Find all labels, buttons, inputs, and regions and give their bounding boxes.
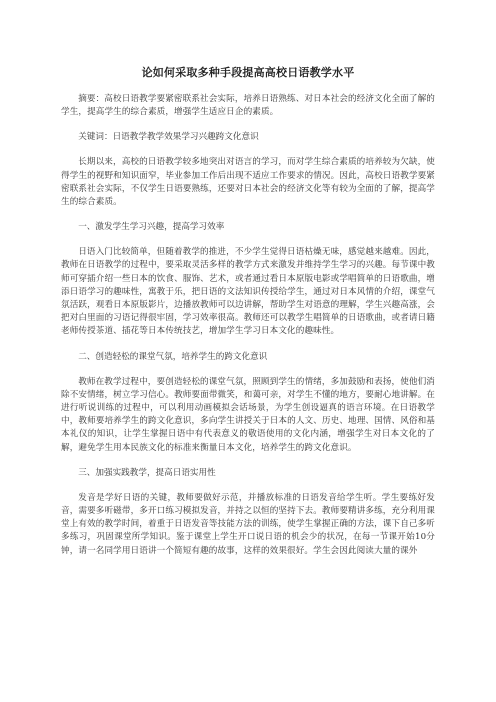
section-3-heading: 三、加强实践教学，提高日语实用性 (78, 467, 216, 478)
section-2-heading: 二、创造轻松的课堂气氛，培养学生的跨文化意识 (78, 351, 268, 362)
document-body (61, 66, 435, 558)
section-1-paragraph: 日语入门比较简单，但随着教学的推进，不少学生觉得日语枯燥无味，感觉越来越难。因此，教师在日语教学的过程中，要采取灵活多样的教学方式来激发并维持学生学习的兴趣。每节课中教师可穿插介绍一些日本的饮食、服饰、艺术，或者通过看日本原版电影或学唱简单的日语歌曲，增添日语学习的趣味性，寓教于乐，把日语的文法知识传授给学生，通过对日本风情的介绍，课堂气氛活跃，观看日本原版影片，边播放教师可以边讲解，帮助学生对语意的理解，学生兴趣高涨，会把对白里面的习语记得很牢固，学习效率很高。教师还可以教学生唱简单的日语歌曲，或者请日籍老师传授茶道、插花等日本传统技艺，增加学生学习日本文化的趣味性。 (61, 247, 435, 337)
abstract-paragraph: 摘要：高校日语教学要紧密联系社会实际，培养日语熟练、对日本社会的经济文化全面了解的学生，提高学生的综合素质，增强学生适应日企的素质。 (61, 94, 435, 118)
page-title: 论如何采取多种手段提高高校日语教学水平 (141, 66, 355, 79)
keywords-line: 关键词：日语教学教学效果学习兴趣跨文化意识 (78, 132, 259, 143)
section-2-paragraph: 教师在教学过程中，要创造轻松的课堂气氛，照顾到学生的情绪，多加鼓励和表扬，使他们消除不安情绪，树立学习信心。教师要面带微笑，和蔼可亲，对学生不懂的地方，要耐心地讲解。在进行听说训练的过程中，可以利用动画模拟会话场景，为学生创设逼真的语言环境。在日语教学中，教师要培养学生的跨文化意识，多向学生讲授关于日本的人文、历史、地理、国情、风俗和基本礼仪的知识，让学生掌握日语中有代表意义的敬语使用的文化内涵，增强学生对日本文化的了解，避免学生用本民族文化的标准来衡量日本文化，培养学生的跨文化意识。 (61, 376, 435, 453)
section-3-paragraph: 发音是学好日语的关键，教师要做好示范，并播放标准的日语发音给学生听。学生要练好发音，需要多听磁带，多开口练习模拟发音，并持之以恒的坚持下去。教师要精讲多练，充分利用课堂上有效的教学时间，着重于日语发音等技能方法的训练，使学生掌握正确的方法，课下自己多听多练习，巩固课堂所学知识。鉴于课堂上学生开口说日语的机会少的状况，在每一节课开始10分钟，请一名同学用日语讲一个简短有趣的故事，这样的效果很好。学生会因此阅读大量的课外 (61, 492, 435, 556)
section-1-heading: 一、激发学生学习兴趣，提高学习效率 (78, 222, 225, 233)
intro-paragraph: 长期以来，高校的日语教学较多地突出对语言的学习，而对学生综合素质的培养较为欠缺，使得学生的视野和知识面窄，毕业参加工作后出现不适应工作要求的情况。因此，高校日语教学要紧密联系社会实际，不仅学生日语要熟练，还要对日本社会的经济文化等有较为全面的了解，提高学生的综合素质。 (61, 157, 435, 208)
